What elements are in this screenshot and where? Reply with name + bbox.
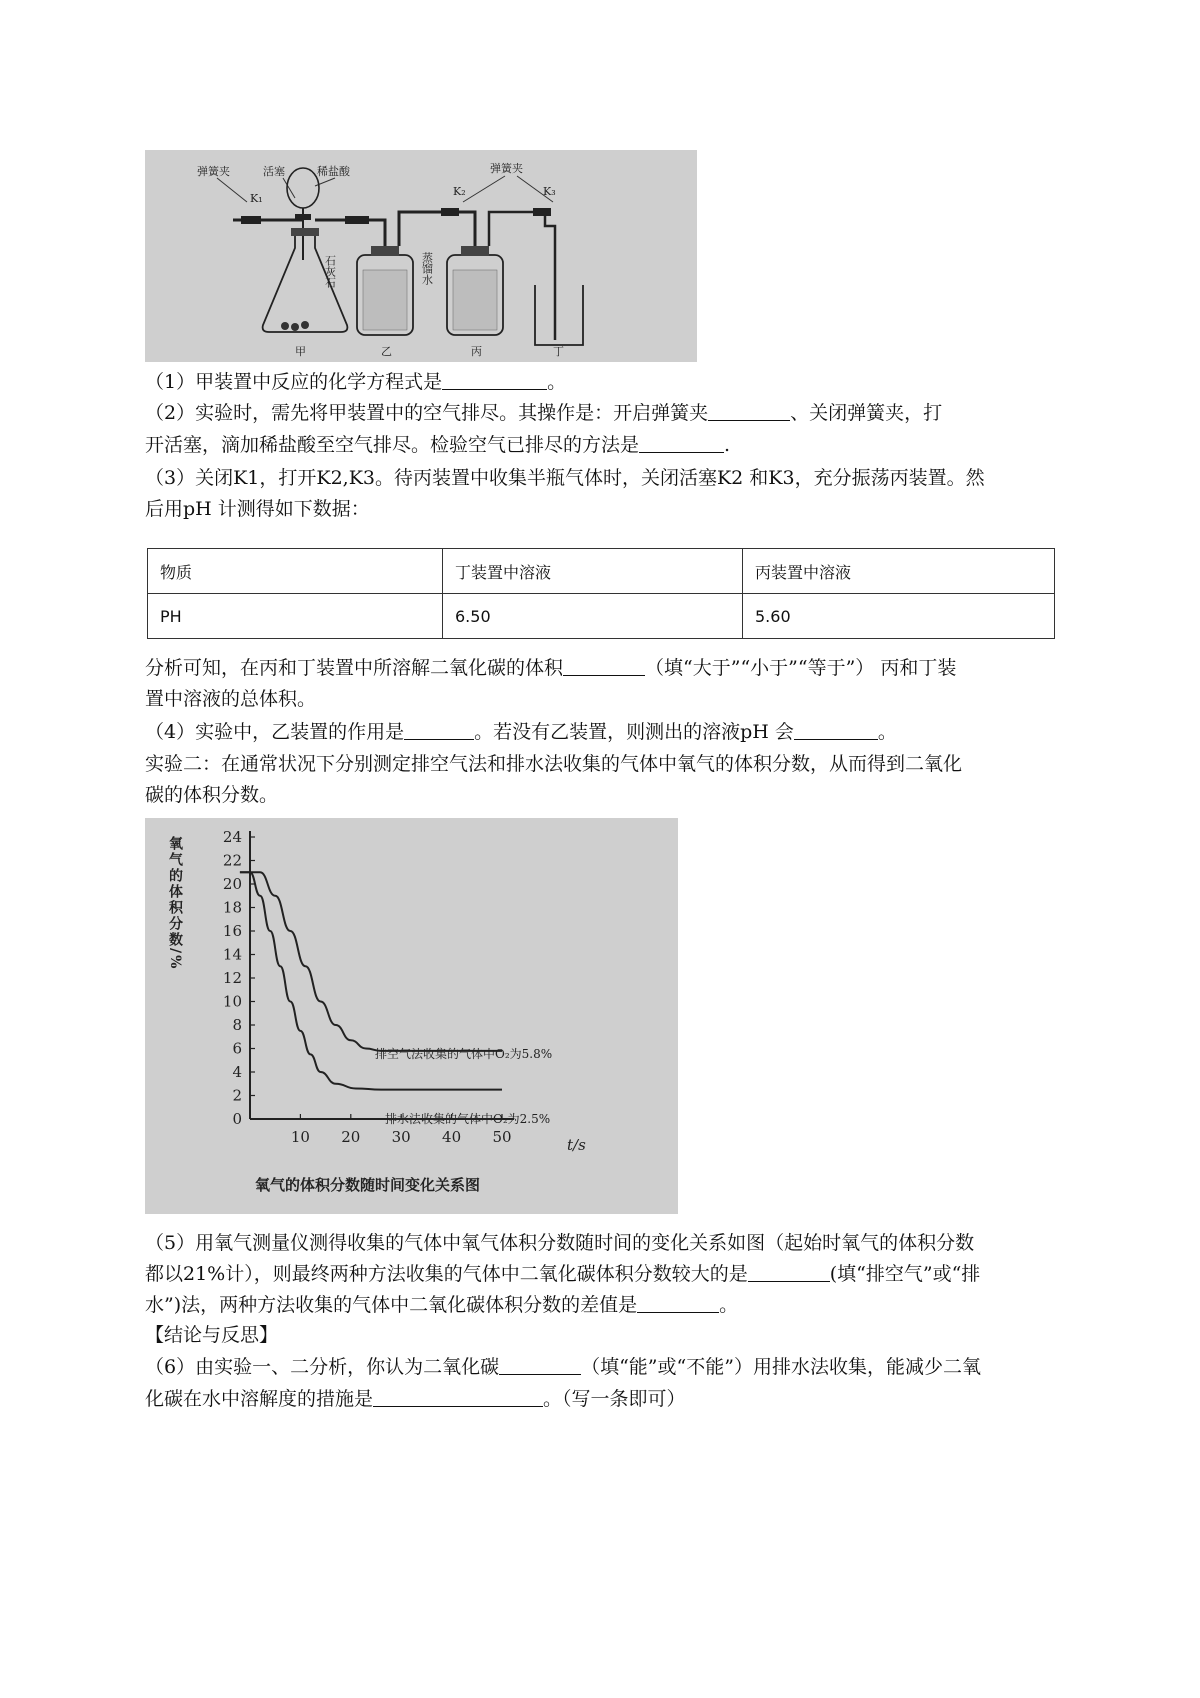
apparatus-figure (145, 150, 697, 362)
answer-blank-q4-ph[interactable] (794, 719, 878, 740)
answer-blank-q1[interactable] (442, 369, 547, 390)
question-6-line-1: （6）由实验一、二分析，你认为二氧化碳 （填“能”或“不能”）用排水法收集，能减少二氧 (145, 1356, 981, 1378)
question-2-line-1: （2）实验时，需先将甲装置中的空气排尽。其操作是：开启弹簧夹 、关闭弹簧夹，打 (145, 402, 943, 424)
y-tick-label: 8 (232, 1016, 242, 1034)
analysis-line-2: 置中溶液的总体积。 (145, 688, 317, 710)
y-tick-label: 24 (222, 828, 242, 846)
series-label-water: 排水法收集的气体中O₂为2.5% (385, 1112, 551, 1126)
y-tick-label: 6 (232, 1039, 242, 1058)
question-1: （1）甲装置中反应的化学方程式是 。 (145, 371, 567, 393)
label-limestone: 石灰石 (323, 255, 337, 288)
answer-blank-volume[interactable] (563, 655, 645, 676)
y-tick-label: 2 (232, 1086, 242, 1105)
y-tick-label: 16 (222, 922, 242, 940)
table-cell: 6.50 (443, 594, 743, 639)
y-tick-label: 14 (222, 945, 242, 964)
x-tick-label: 20 (341, 1128, 361, 1146)
analysis-line-1: 分析可知，在丙和丁装置中所溶解二氧化碳的体积 （填“大于”“小于”“等于”） 丙和丁装 (145, 657, 957, 679)
question-5-line-3: 水”)法，两种方法收集的气体中二氧化碳体积分数的差值是 。 (145, 1294, 739, 1316)
label-jia: 甲 (295, 345, 306, 358)
question-4: （4）实验中，乙装置的作用是 。若没有乙装置，则测出的溶液pH 会 。 (145, 721, 897, 743)
table-row (148, 594, 1055, 639)
label-bing: 丙 (471, 345, 482, 358)
table-header: 丙装置中溶液 (743, 549, 1055, 594)
chart-xlabel: t/s (567, 1136, 586, 1154)
label-stopcock: 活塞 (263, 165, 285, 178)
answer-blank-q6-can[interactable] (499, 1354, 581, 1375)
answer-blank-q6-measure[interactable] (373, 1386, 543, 1407)
question-5-line-2: 都以21%计），则最终两种方法收集的气体中二氧化碳体积分数较大的是 (填“排空气”或“排 (145, 1263, 981, 1285)
question-5-line-1: （5）用氧气测量仪测得收集的气体中氧气体积分数随时间的变化关系如图（起始时氧气的体积分数 (145, 1232, 975, 1254)
label-spring-clip-right: 弹簧夹 (490, 162, 523, 175)
question-6-line-2: 化碳在水中溶解度的措施是 。（写一条即可） (145, 1388, 686, 1410)
x-tick-label: 10 (290, 1128, 310, 1146)
y-tick-label: 0 (232, 1110, 242, 1128)
question-3-line-1: （3）关闭K1，打开K2,K3。待丙装置中收集半瓶气体时，关闭活塞K2 和K3，充分振荡丙装置。然 (145, 467, 985, 489)
y-tick-label: 10 (222, 992, 242, 1011)
question-2-line-2: 开活塞，滴加稀盐酸至空气排尽。检验空气已排尽的方法是 . (145, 434, 731, 456)
y-tick-label: 22 (222, 851, 242, 870)
table-header: 丁装置中溶液 (443, 549, 743, 594)
label-distilled-water: 蒸馏水 (420, 252, 434, 285)
series-label-air: 排空气法收集的气体中O₂为5.8% (375, 1047, 553, 1061)
x-tick-label: 30 (391, 1128, 411, 1146)
table-cell: 5.60 (743, 594, 1055, 639)
y-tick-label: 20 (222, 875, 242, 893)
chart-ylabel: 氧气的体积分数/% (167, 836, 183, 971)
chart-title: 氧气的体积分数随时间变化关系图 (255, 1176, 481, 1194)
label-k1: K₁ (250, 192, 263, 205)
table-cell: PH (148, 594, 443, 639)
series-line-air (240, 872, 502, 1051)
label-k2: K₂ (453, 185, 466, 198)
label-ding: 丁 (553, 345, 564, 358)
label-dilute-hcl: 稀盐酸 (317, 165, 350, 178)
y-tick-label: 12 (222, 969, 242, 987)
table-header-row (148, 549, 1055, 594)
table-header: 物质 (148, 549, 443, 594)
x-tick-label: 50 (492, 1128, 512, 1146)
x-tick-label: 40 (442, 1128, 462, 1146)
answer-blank-q4-role[interactable] (404, 719, 474, 740)
ph-table (147, 548, 1055, 639)
answer-blank-q5-difference[interactable] (637, 1292, 719, 1313)
answer-blank-q5-method[interactable] (748, 1261, 830, 1282)
y-tick-label: 18 (222, 898, 242, 917)
answer-blank-q2-method[interactable] (639, 432, 724, 453)
experiment-2-line-2: 碳的体积分数。 (145, 784, 279, 806)
label-spring-clip-left: 弹簧夹 (197, 165, 230, 178)
answer-blank-q2-clip[interactable] (708, 400, 790, 421)
label-k3: K₃ (543, 185, 556, 198)
y-tick-label: 4 (232, 1063, 242, 1081)
label-yi: 乙 (381, 345, 392, 358)
conclusion-heading: 【结论与反思】 (145, 1324, 279, 1346)
question-3-line-2: 后用pH 计测得如下数据： (145, 498, 370, 520)
oxygen-chart (145, 818, 678, 1214)
experiment-2-line-1: 实验二：在通常状况下分别测定排空气法和排水法收集的气体中氧气的体积分数，从而得到二氧化 (145, 753, 963, 775)
